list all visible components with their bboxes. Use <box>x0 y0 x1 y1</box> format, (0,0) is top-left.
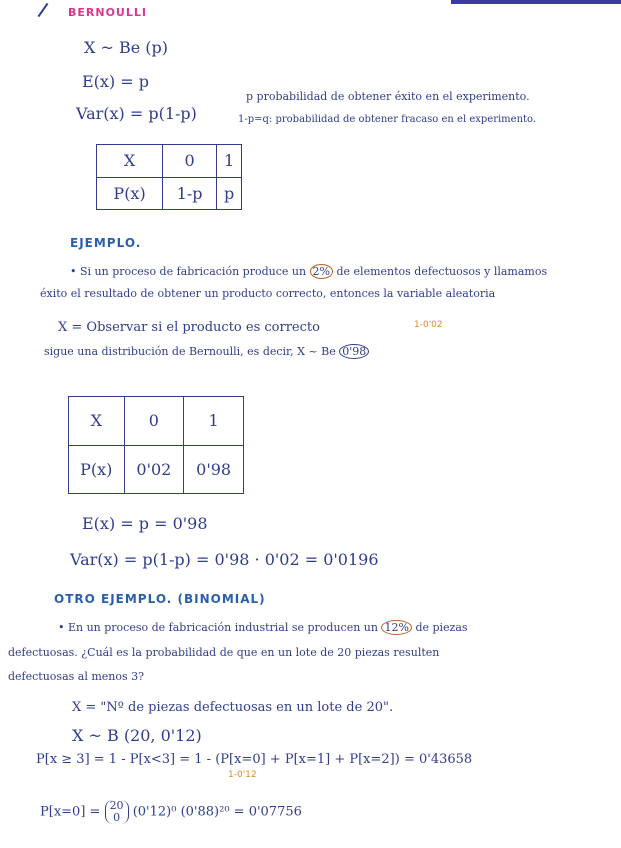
percent-circle: 2% <box>310 264 333 279</box>
table2-h0: X <box>69 397 125 446</box>
table2-r0: P(x) <box>69 445 125 494</box>
table1-h0: X <box>97 145 163 178</box>
binomial-distribution: X ~ B (20, 0'12) <box>72 726 202 745</box>
bernoulli-distribution: X ~ Be (p) <box>84 38 169 57</box>
table2-r1: 0'02 <box>124 445 184 494</box>
note-p: p probabilidad de obtener éxito en el experimento. <box>246 90 530 103</box>
bernoulli-variance: Var(x) = p(1-p) <box>76 104 197 123</box>
x-definition: X = Observar si el producto es correcto <box>58 320 320 335</box>
example-line2: éxito el resultado de obtener un producto correcto, entonces la variable aleatoria <box>40 287 496 300</box>
binomial-x-def: X = "Nº de piezas defectuosas en un lote de 20". <box>72 700 394 715</box>
table2-h1: 0 <box>124 397 184 446</box>
binomial-coefficient: 20 0 <box>105 800 129 824</box>
example-line1: • Si un proceso de fabricación produce un 2% de elementos defectuosos y llamamos <box>70 265 548 278</box>
example-heading: EJEMPLO. <box>70 236 142 250</box>
example-expectation: E(x) = p = 0'98 <box>82 514 208 533</box>
table1-h1: 0 <box>163 145 217 178</box>
table1-r1: 1-p <box>163 177 217 210</box>
binomial-heading: OTRO EJEMPLO. (BINOMIAL) <box>54 592 266 606</box>
p-x-equals-0: P[x=0] = 20 0 (0'12)⁰ (0'88)²⁰ = 0'07756 <box>40 799 302 824</box>
pct-circle: 12% <box>381 620 411 635</box>
table1-h2: 1 <box>217 145 242 178</box>
binomial-calculation: P[x ≥ 3] = 1 - P[x<3] = 1 - (P[x=0] + P[x=1] + P[x=2]) = 0'43658 <box>36 752 473 767</box>
example-line3: sigue una distribución de Bernoulli, es decir, X ~ Be 0'98 <box>44 344 369 359</box>
binomial-line2: defectuosas. ¿Cuál es la probabilidad de que en un lote de 20 piezas resulten <box>8 646 440 659</box>
table1-r0: P(x) <box>97 177 163 210</box>
example-table <box>68 396 244 494</box>
bernoulli-table <box>96 144 242 210</box>
top-edge-bar <box>451 0 621 4</box>
note-q: 1-p=q: probabilidad de obtener fracaso en el experimento. <box>238 114 537 125</box>
table2-r2: 0'98 <box>184 445 244 494</box>
section-title: BERNOULLI <box>68 6 147 19</box>
example-variance: Var(x) = p(1-p) = 0'98 · 0'02 = 0'0196 <box>70 550 379 569</box>
binomial-annotation: 1-0'12 <box>228 770 257 780</box>
binomial-line3: defectuosas al menos 3? <box>8 670 145 683</box>
param-circle: 0'98 <box>339 344 369 359</box>
table2-h2: 1 <box>184 397 244 446</box>
bernoulli-expectation: E(x) = p <box>82 72 150 91</box>
pen-stroke <box>38 3 49 17</box>
annotation-orange: 1-0'02 <box>414 320 443 330</box>
table1-r2: p <box>217 177 242 210</box>
binomial-line1: • En un proceso de fabricación industrial se producen un 12% de piezas <box>58 621 468 634</box>
